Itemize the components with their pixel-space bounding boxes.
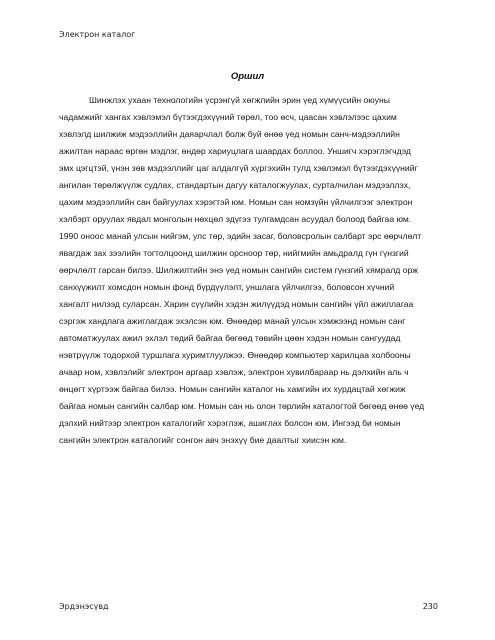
paragraph-line: 1990 оноос манай улсын нийгэм, улс төр, эдийн засаг, боловсролын салбарт эрс өөрчлөлт [59,231,422,241]
paragraph-line: сангийн электрон каталогийг сонгон авч энэхүү бие даалтыг хиисэн юм. [59,435,347,445]
paragraph-line: дэлхий нийтээр электрон каталогийг хэрэглэж, ашиглах болсон юм. Ингээд би номын [59,418,401,428]
paragraph-line: ачаар ном, хэвлэлийг электрон аргаар хэвлэж, электрон хувилбараар нь дэлхийн аль ч [59,367,409,377]
paragraph-line: Шинжлэх ухаан технологийн үсрэнгүй хөгжлийн эрин үед хүмүүсийн оюуны [89,95,390,105]
page-number: 230 [422,602,438,611]
paragraph-line: санхүүжилт хомсдон номын фонд бүрдүүлэлт, уншлага үйлчилгээ, боловсон хүчний [59,282,395,292]
paragraph-line: хэлбэрт оруулах явдал монголын нөхцөл эдүгээ тулгамдсан асуудал болоод байгаа юм. [59,214,412,224]
paragraph-line: чадамжийг хангах хэвлэмэл бүтээгдэхүүний төрөл, тоо өсч, цаасан хэвлэлээс цахим [59,112,397,122]
paragraph-line: нэвтрүүлж тодорхой туршлага хуримтлуулжээ. Өнөөдөр компьютер харилцаа холбооны [59,350,411,360]
section-title: Оршил [230,71,265,82]
paragraph-line: цахим мэдээллийн сан байгуулах хэрэгтэй юм. Номын сан номзүйн үйлчилгээг электрон [59,197,413,207]
paragraph-line: өнцөгт хүртээж байгаа билээ. Номын сангийн каталог нь хамгийн их хурдацтай хөгжиж [59,384,406,394]
paragraph-line: ажилтан нарaac өргөн мэдлэг, өндөр хариуцлага шаардах боллоо. Уншигч хэрэглэгчдэд [59,146,411,156]
paragraph-line: байгаа номын сангийн салбар юм. Номын сан нь олон төрлийн каталогтой бөгөөд өнөө үед [59,401,425,411]
paragraph-line: сэргэж хандлага ажиглагдаж эхэлсэн юм. Өнөөдөр манай улсын хэмжээнд номын санг [59,316,406,326]
paragraph-line: хангалт нилээд суларсан. Харин сүүлийн хэдэн жилүүдэд номын сангийн үйл ажиллагаа [59,299,414,309]
paragraph-line: ангилан төрөлжүүлж судлах, стандартын дагуу каталогжуулах, сурталчилан мэдээллэх, [59,180,411,190]
paragraph-line: автоматжуулах ажил эхлэл төдий байгаа бөгөөд төвийн цөөн хэдэн номын сангуудад [59,333,401,343]
paragraph-line: хэвлэлд шилжиж мэдээллийн даяарчлал болж буй өнөө үед номын санч-мэдээллийн [59,129,400,139]
paragraph-line: өөрчлөлт гарсан билээ. Шилжилтийн энэ үед номын сангийн систем гүнзгий хямралд орж [59,265,418,275]
paragraph-line: эмх цэгцтэй, үнэн зөв мэдээллийг цаг алдалгүй хүргэхийн тулд хэвлэмэл бүтээгдэхүүнийг [59,163,418,173]
footer-author: Эрдэнэсүвд [59,602,109,611]
body-paragraph [59,92,437,449]
paragraph-line: явагдаж зах зээлийн тогтолцоонд шилжин орсноор төр, нийгмийн амьдралд гүн гүнзгий [59,248,409,258]
running-header: Электрон каталог [59,30,136,39]
